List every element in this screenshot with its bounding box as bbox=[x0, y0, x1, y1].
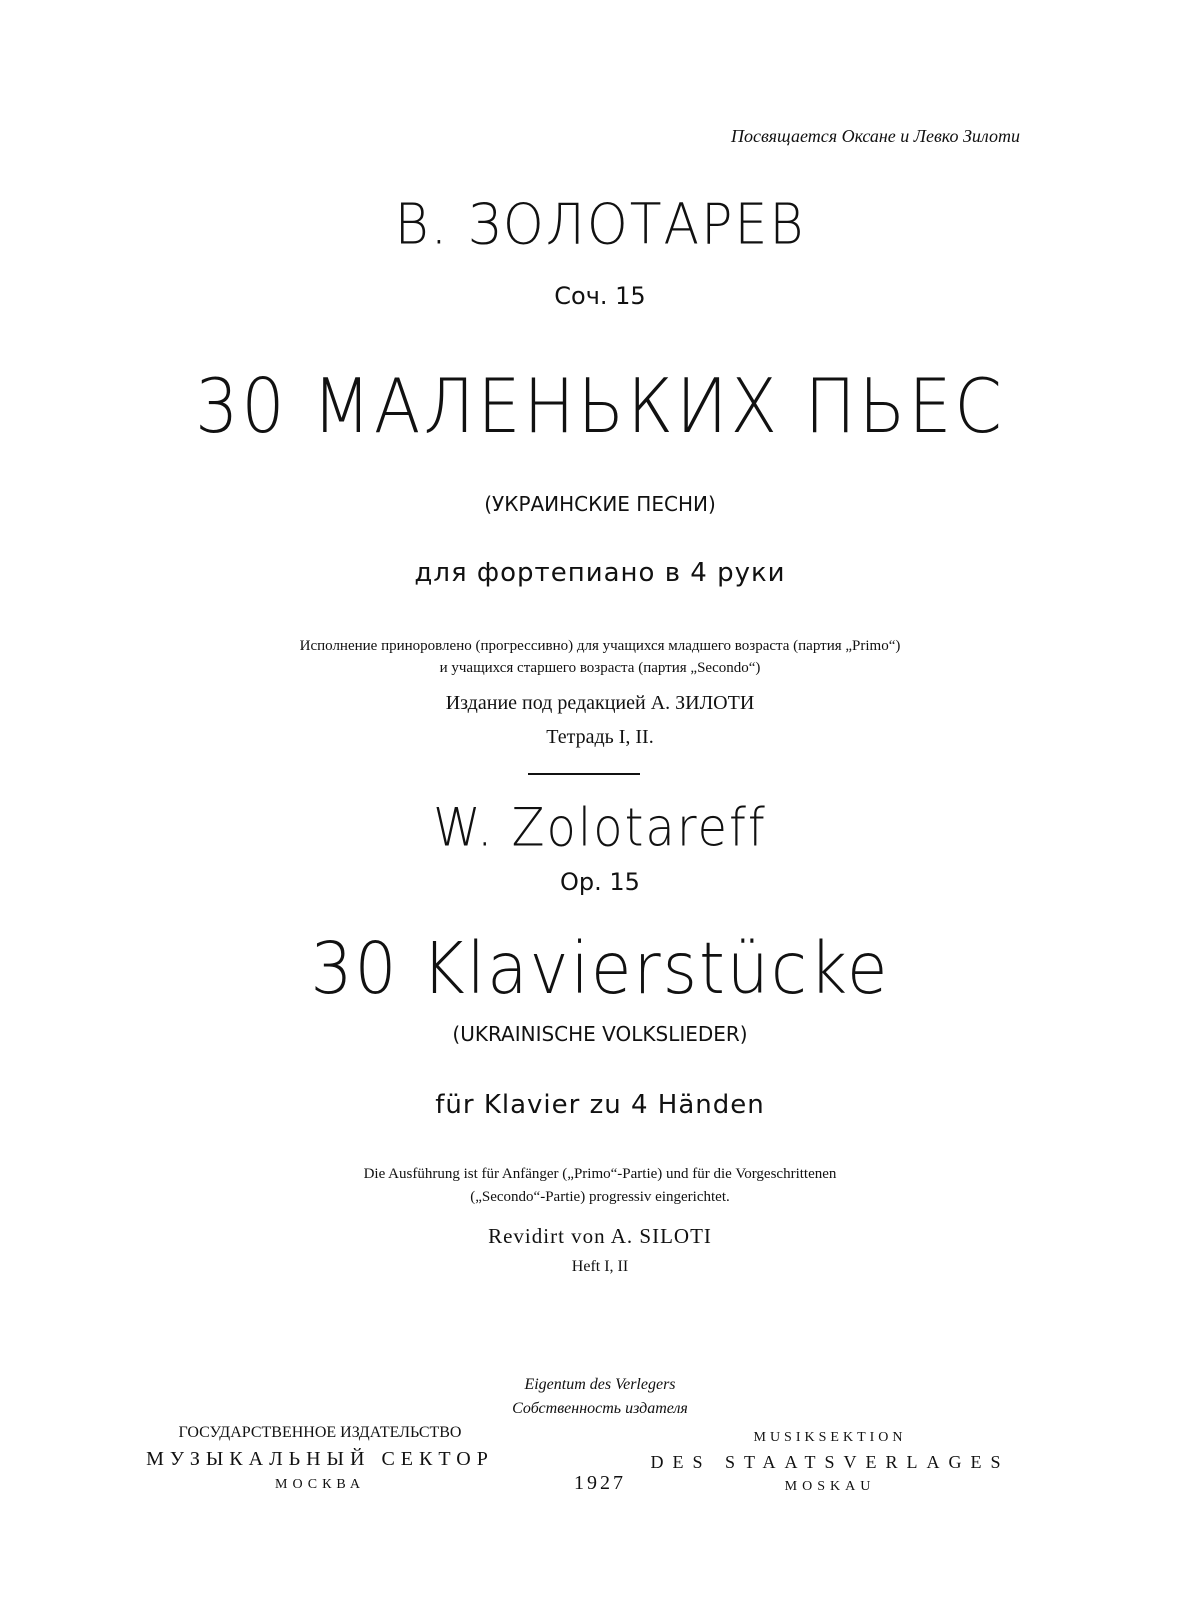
performance-note-russian-line1: Исполнение приноровлено (прогрессивно) для учащихся младшего возраста (партия „Primo“) bbox=[299, 638, 901, 654]
publication-year: 1927 bbox=[574, 1472, 626, 1494]
publisher-german-line2: DES STAATSVERLAGES bbox=[650, 1452, 1010, 1472]
performance-note-russian-line2: и учащихся старшего возраста (партия „Secondo“) bbox=[439, 660, 761, 676]
composer-name-german: W. Zolotareff bbox=[433, 797, 767, 859]
dedication: Посвящается Оксане и Левко Зилоти bbox=[731, 126, 1020, 146]
opus-number-german: Op. 15 bbox=[560, 868, 640, 896]
performance-note-german-line1: Die Ausführung ist für Anfänger („Primo“-Partie) und für die Vorgeschrittenen bbox=[363, 1166, 837, 1182]
editor-credit-russian: Издание под редакцией А. ЗИЛОТИ bbox=[445, 692, 755, 714]
publisher-russian-line2: МУЗЫКАЛЬНЫЙ СЕКТОР bbox=[146, 1448, 494, 1470]
volume-label-german: Heft I, II bbox=[571, 1258, 629, 1275]
work-subtitle-german: (UKRAINISCHE VOLKSLIEDER) bbox=[452, 1022, 748, 1046]
property-notice-german: Eigentum des Verlegers bbox=[524, 1376, 676, 1393]
publisher-russian-line1: ГОСУДАРСТВЕННОЕ ИЗДАТЕЛЬСТВО bbox=[178, 1424, 462, 1441]
opus-number-russian: Соч. 15 bbox=[554, 282, 646, 310]
work-title-russian: 30 МАЛЕНЬКИХ ПЬЕС bbox=[195, 364, 1005, 451]
publisher-russian-city: МОСКВА bbox=[275, 1477, 365, 1492]
work-title-german: 30 Klavierstücke bbox=[310, 926, 890, 1011]
section-divider bbox=[528, 773, 640, 775]
publisher-block-german bbox=[640, 1430, 1020, 1495]
composer-name-russian: В. ЗОЛОТАРЕВ bbox=[394, 192, 806, 258]
instrumentation-german: für Klavier zu 4 Händen bbox=[435, 1090, 765, 1120]
editor-credit-german: Revidirt von A. SILOTI bbox=[488, 1224, 712, 1248]
volume-label-russian: Тетрадь I, II. bbox=[546, 726, 654, 748]
publisher-block-russian bbox=[130, 1424, 510, 1493]
work-subtitle-russian: (УКРАИНСКИЕ ПЕСНИ) bbox=[484, 492, 716, 516]
publisher-german-city: MOSKAU bbox=[784, 1479, 876, 1494]
instrumentation-russian: для фортепиано в 4 руки bbox=[414, 558, 786, 588]
publisher-german-line1: MUSIKSEKTION bbox=[753, 1430, 907, 1445]
performance-note-german-line2: („Secondo“-Partie) progressiv eingerichtet. bbox=[470, 1189, 730, 1205]
property-notice-russian: Собственность издателя bbox=[512, 1400, 688, 1417]
